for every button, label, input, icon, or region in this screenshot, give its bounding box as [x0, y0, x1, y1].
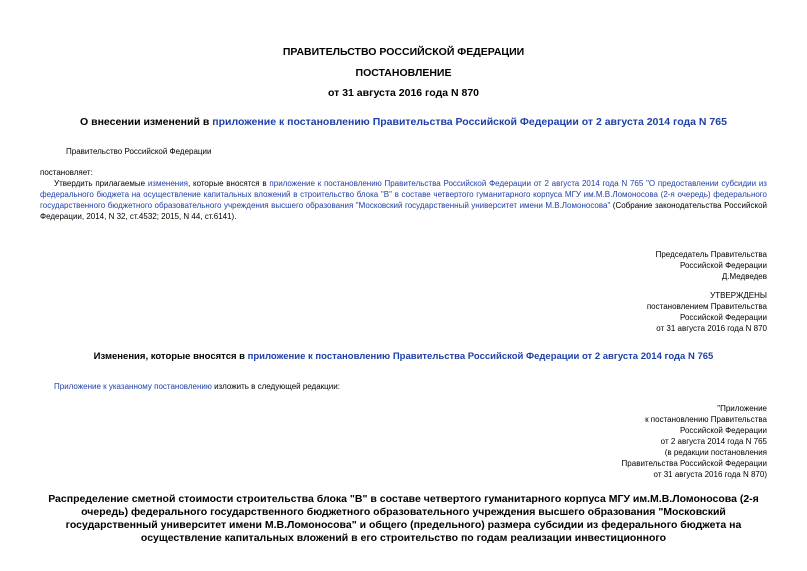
- signature-line-1: Председатель Правительства: [655, 250, 767, 259]
- changes-instruction: [54, 381, 340, 392]
- appendix-line-2: к постановлению Правительства: [645, 415, 767, 424]
- changes-title-prefix: Изменения, которые вносятся в: [93, 351, 248, 362]
- issuer-text: Правительство Российской Федерации: [66, 147, 212, 156]
- approved-block: [647, 290, 767, 334]
- signature-block: [656, 249, 767, 282]
- changes-link[interactable]: изменения: [147, 179, 188, 188]
- signature-line-3: Д.Медведев: [721, 272, 767, 281]
- doc-title: [0, 116, 807, 128]
- signature-line-2: Российской Федерации: [680, 261, 767, 270]
- appendix-line-6: Правительства Российской Федерации: [621, 459, 767, 468]
- appendix-line-4: от 2 августа 2014 года N 765: [660, 437, 767, 446]
- government-heading: ПРАВИТЕЛЬСТВО РОССИЙСКОЙ ФЕДЕРАЦИИ: [282, 46, 525, 58]
- doc-date: от 31 августа 2016 года N 870: [327, 87, 480, 99]
- approved-line-3: Российской Федерации: [680, 313, 767, 322]
- p1-part-b: , которые вносятся в: [188, 179, 270, 188]
- decides-text: постановляет:: [40, 168, 93, 177]
- appendix-line-1: "Приложение: [717, 404, 767, 413]
- distribution-title: Распределение сметной стоимости строительства блока "В" в составе четвертого гуманитарного корпуса МГУ им.М.В.Ломоносова (2-я очередь) федерального государственного бюджетного образовательного учреждения высшего образования "Московский государственный университет имени М.В.Ломоносова" и общего (предельного) размера субсидии из федерального бюджета на осуществление капитальных вложений в его строительство по годам реализации инвестиционного: [48, 493, 759, 544]
- approved-line-2: постановлением Правительства: [646, 302, 767, 311]
- doc-type-heading: ПОСТАНОВЛЕНИЕ: [355, 67, 452, 79]
- appendix-link[interactable]: Приложение к указанному постановлению: [54, 382, 212, 391]
- appendix-line-5: (в редакции постановления: [664, 448, 767, 457]
- appendix-block: [622, 403, 767, 480]
- p1-part-c: (Собрание законодательства Российской Федерации, 2014, N 32, ст.4532; 2015, N 44, ст.6141).: [40, 201, 767, 221]
- approved-line-1: УТВЕРЖДЕНЫ: [710, 291, 767, 300]
- changes-title: [0, 351, 807, 362]
- p1-part-a: Утвердить прилагаемые: [54, 179, 148, 188]
- appendix-line-7: от 31 августа 2016 года N 870): [653, 470, 767, 479]
- main-paragraph: [40, 178, 767, 222]
- changes-title-link[interactable]: приложение к постановлению Правительства Российской Федерации от 2 августа 2014 года N 765: [247, 351, 714, 362]
- appendix-line-3: Российской Федерации: [680, 426, 767, 435]
- doc-title-prefix: О внесении изменений в: [80, 116, 213, 128]
- changes-instruction-rest: изложить в следующей редакции:: [211, 382, 340, 391]
- appendix-resolution-link[interactable]: приложение к постановлению Правительства Российской Федерации от 2 августа 2014 года N 765 "О предоставлении субсидии из федерального бюджета на осуществление капитальных вложений в строительство блока "В" в составе четвертого гуманитарного корпуса МГУ им.М.В.Ломоносова (2-я очередь) федерального государственного бюджетного образовательного учреждения высшего образования "Московский государственный университет имени М.В.Ломоносова": [40, 179, 767, 210]
- doc-title-link[interactable]: приложение к постановлению Правительства Российской Федерации от 2 августа 2014 года N 765: [212, 116, 727, 128]
- approved-line-4: от 31 августа 2016 года N 870: [656, 324, 767, 333]
